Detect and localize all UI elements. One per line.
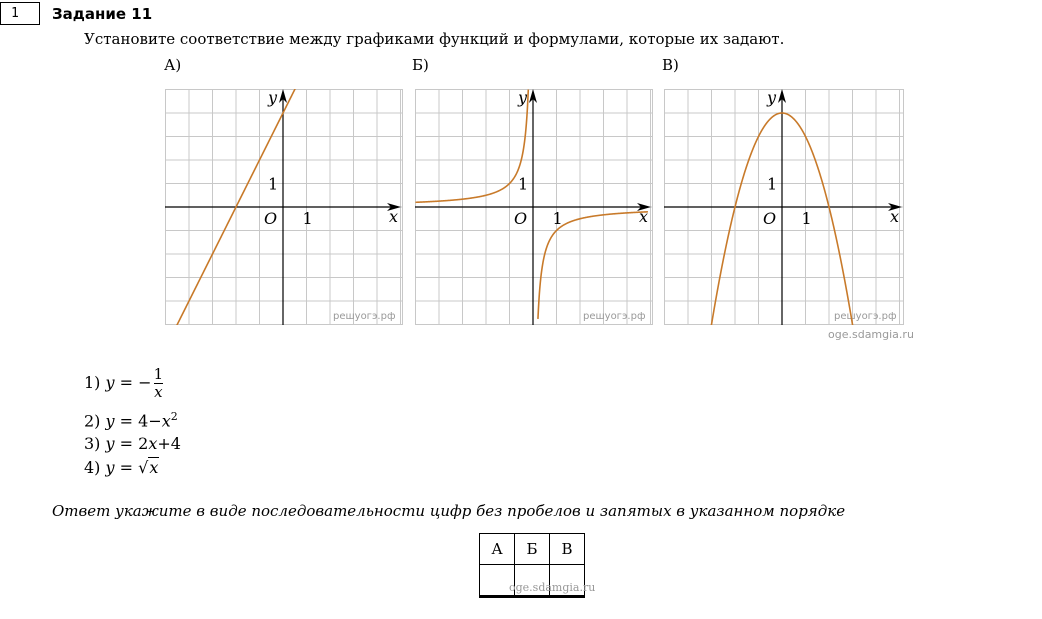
graph-watermark: решуогэ.рф — [583, 311, 646, 322]
origin-label: O — [264, 209, 278, 228]
graph-a — [165, 89, 403, 325]
answer-header-a: А — [480, 534, 515, 565]
graph-v — [664, 89, 904, 325]
graph-b — [415, 89, 653, 325]
x-axis-label: x — [639, 207, 649, 226]
answer-instructions: Ответ укажите в виде последовательности цифр без пробелов и запятых в указанном порядке — [52, 502, 846, 520]
graph-watermark: решуогэ.рф — [834, 311, 897, 322]
origin-label: O — [763, 209, 777, 228]
x-axis-label: x — [389, 207, 399, 226]
table-watermark: oge.sdamgia.ru — [509, 581, 596, 594]
y-unit-label: 1 — [268, 174, 279, 194]
curve-left-branch — [416, 90, 529, 203]
graph-label-b: Б) — [412, 56, 429, 74]
task-number: 1 — [0, 2, 40, 25]
x-unit-label: 1 — [801, 209, 812, 228]
task-intro: Установите соответствие между графиками функций и формулами, которые их задают. — [84, 30, 785, 48]
answer-header-v: В — [550, 534, 585, 565]
task-title: Задание 11 — [52, 5, 153, 23]
y-unit-label: 1 — [767, 174, 778, 194]
formula-1: 1) y = − $\frac{1}{x}$ — [84, 365, 164, 401]
x-axis-label: x — [890, 207, 900, 226]
graph-label-a: А) — [164, 56, 182, 74]
y-axis-label: y — [518, 89, 528, 107]
graph-label-v: В) — [662, 56, 679, 74]
y-axis-label: y — [268, 89, 278, 107]
formula-4: 4) y = √x — [84, 458, 159, 477]
x-unit-label: 1 — [302, 209, 313, 228]
graph-watermark: решуогэ.рф — [333, 311, 396, 322]
formula-3: 3) y = 2x+4 — [84, 434, 181, 453]
site-watermark: oge.sdamgia.ru — [828, 328, 914, 341]
y-unit-label: 1 — [518, 174, 529, 194]
x-unit-label: 1 — [552, 209, 563, 228]
formula-2: 2) $y = 4-x^2$ — [84, 410, 178, 431]
origin-label: O — [514, 209, 528, 228]
answer-header-b: Б — [515, 534, 550, 565]
y-axis-label: y — [767, 89, 777, 107]
